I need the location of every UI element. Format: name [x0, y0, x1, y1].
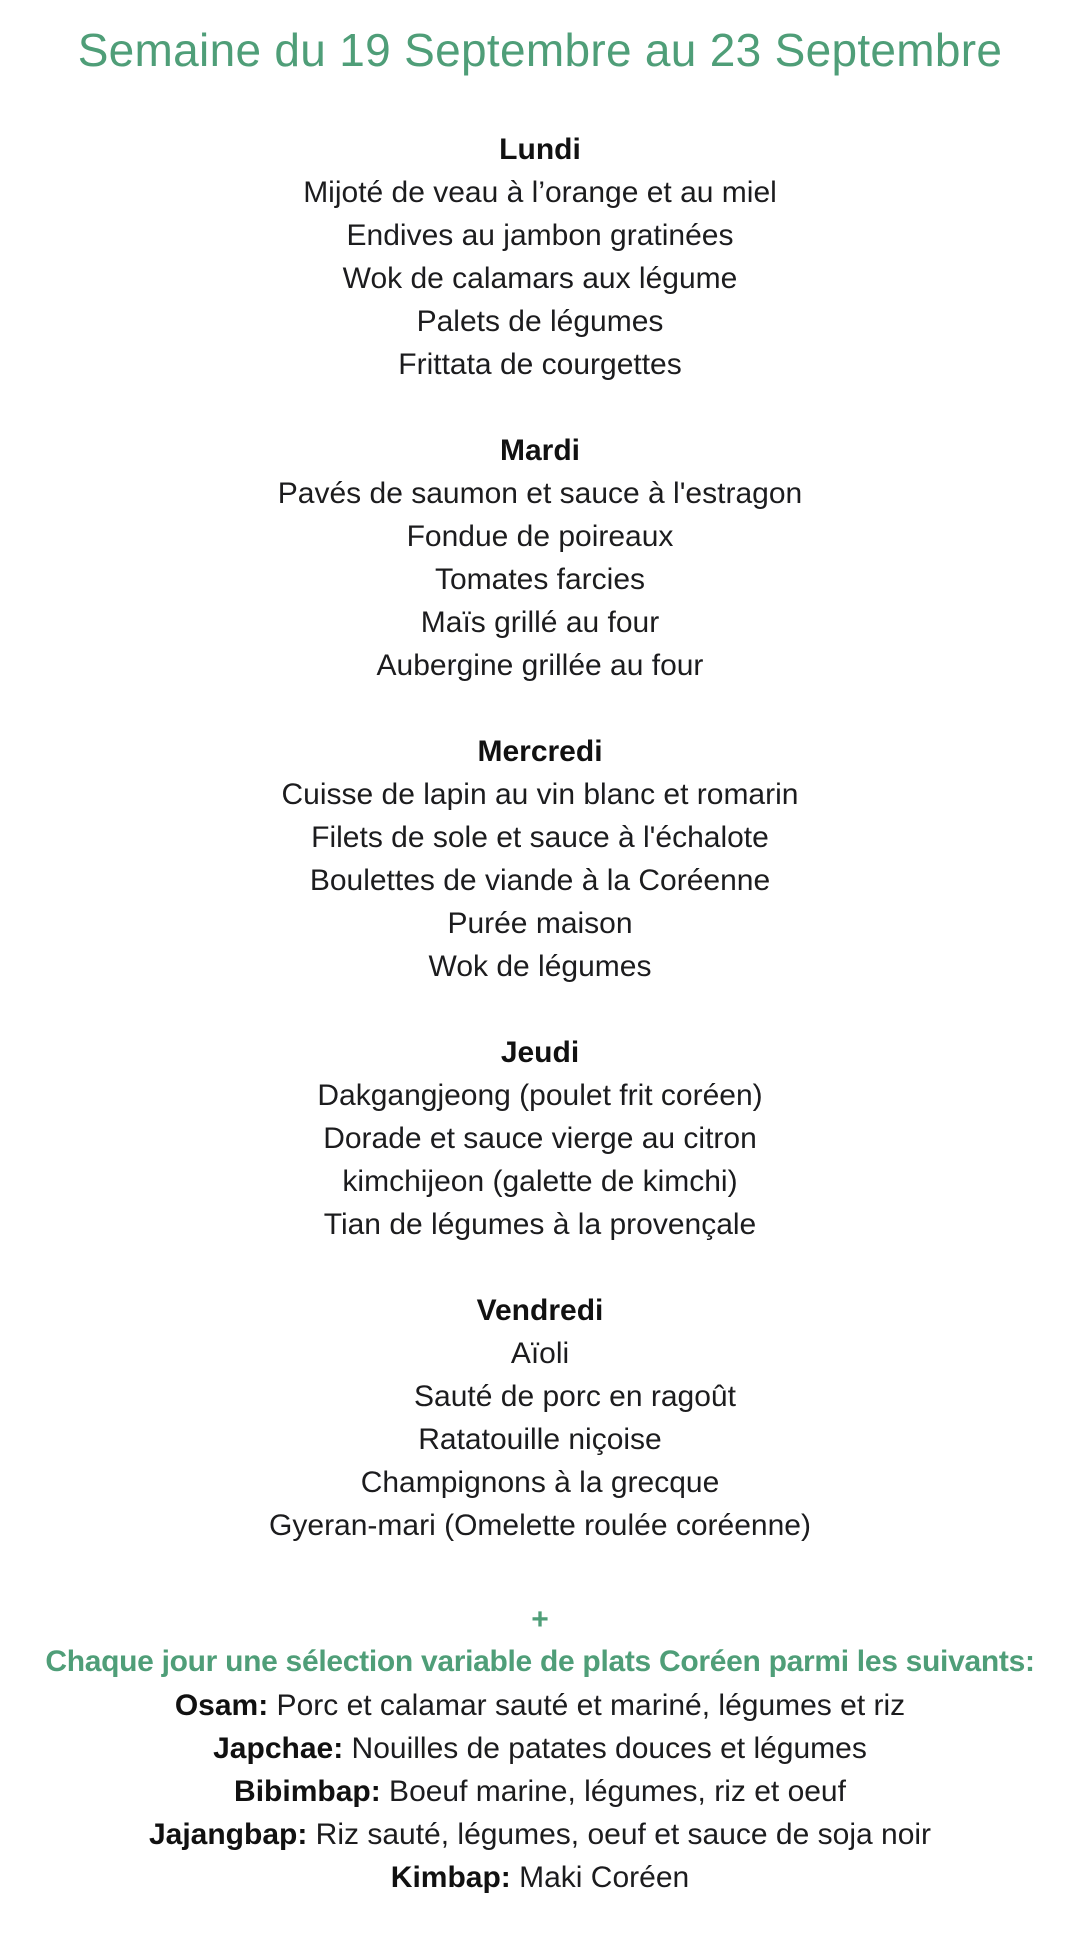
dish-item: Ratatouille niçoise	[418, 1423, 662, 1456]
dish-item: Dorade et sauce vierge au citron	[323, 1122, 757, 1155]
day-name: Mardi	[499, 434, 580, 467]
korean-dish-bibimbap	[0, 1770, 1080, 1813]
page-title: Semaine du 19 Septembre au 23 Septembre	[77, 24, 1003, 76]
dish-item: Pavés de saumon et sauce à l'estragon	[277, 477, 803, 510]
korean-dish-name: Bibimbap:	[234, 1775, 381, 1808]
selection-heading: Chaque jour une sélection variable de plats Coréen parmi les suivants:	[45, 1645, 1035, 1678]
day-monday	[0, 128, 1080, 386]
korean-dish-osam	[0, 1684, 1080, 1727]
korean-selection	[0, 1600, 1080, 1899]
day-friday	[0, 1289, 1080, 1547]
dish-item: Tian de légumes à la provençale	[323, 1208, 757, 1241]
day-tuesday	[0, 429, 1080, 687]
day-wednesday	[0, 730, 1080, 988]
dish-item: Boulettes de viande à la Coréenne	[309, 864, 771, 897]
dish-item: Aubergine grillée au four	[376, 649, 704, 682]
dish-item: Wok de légumes	[428, 950, 652, 983]
korean-dish-desc: Riz sauté, légumes, oeuf et sauce de soja noir	[307, 1818, 932, 1851]
korean-dish-name: Japchae:	[213, 1732, 344, 1765]
day-name: Mercredi	[477, 735, 603, 768]
dish-item: Purée maison	[447, 907, 633, 940]
dish-item: Sauté de porc en ragoût	[414, 1380, 736, 1413]
dish-item: Filets de sole et sauce à l'échalote	[311, 821, 769, 854]
korean-dish-name: Osam:	[174, 1689, 269, 1722]
dish-item: kimchijeon (galette de kimchi)	[342, 1165, 738, 1198]
plus-sign: +	[531, 1603, 549, 1636]
korean-dish-name: Kimbap:	[390, 1861, 511, 1894]
korean-dish-jajangbap	[0, 1813, 1080, 1856]
dish-item: Wok de calamars aux légume	[342, 262, 738, 295]
dish-item: Mijoté de veau à l’orange et au miel	[303, 176, 777, 209]
dish-item: Tomates farcies	[434, 563, 646, 596]
day-thursday	[0, 1031, 1080, 1246]
korean-dish-desc: Nouilles de patates douces et légumes	[343, 1732, 867, 1765]
day-name: Lundi	[499, 133, 581, 166]
korean-dish-name: Jajangbap:	[148, 1818, 308, 1851]
weekly-menu	[0, 128, 1080, 1590]
korean-dish-desc: Boeuf marine, légumes, riz et oeuf	[380, 1775, 846, 1808]
day-name: Jeudi	[500, 1036, 580, 1069]
dish-item: Cuisse de lapin au vin blanc et romarin	[281, 778, 799, 811]
dish-item: Fondue de poireaux	[406, 520, 674, 553]
dish-item: Gyeran-mari (Omelette roulée coréenne)	[269, 1509, 811, 1542]
dish-item: Frittata de courgettes	[398, 348, 682, 381]
dish-item: Aïoli	[510, 1337, 570, 1370]
dish-item: Dakgangjeong (poulet frit coréen)	[317, 1079, 763, 1112]
dish-item: Maïs grillé au four	[420, 606, 660, 639]
korean-dish-japchae	[0, 1727, 1080, 1770]
dish-item: Champignons à la grecque	[360, 1466, 720, 1499]
korean-dish-desc: Porc et calamar sauté et mariné, légumes et riz	[268, 1689, 906, 1722]
dish-item: Endives au jambon gratinées	[346, 219, 734, 252]
korean-dish-desc: Maki Coréen	[510, 1861, 690, 1894]
day-name: Vendredi	[476, 1294, 604, 1327]
korean-dish-kimbap	[0, 1856, 1080, 1899]
dish-item: Palets de légumes	[416, 305, 664, 338]
